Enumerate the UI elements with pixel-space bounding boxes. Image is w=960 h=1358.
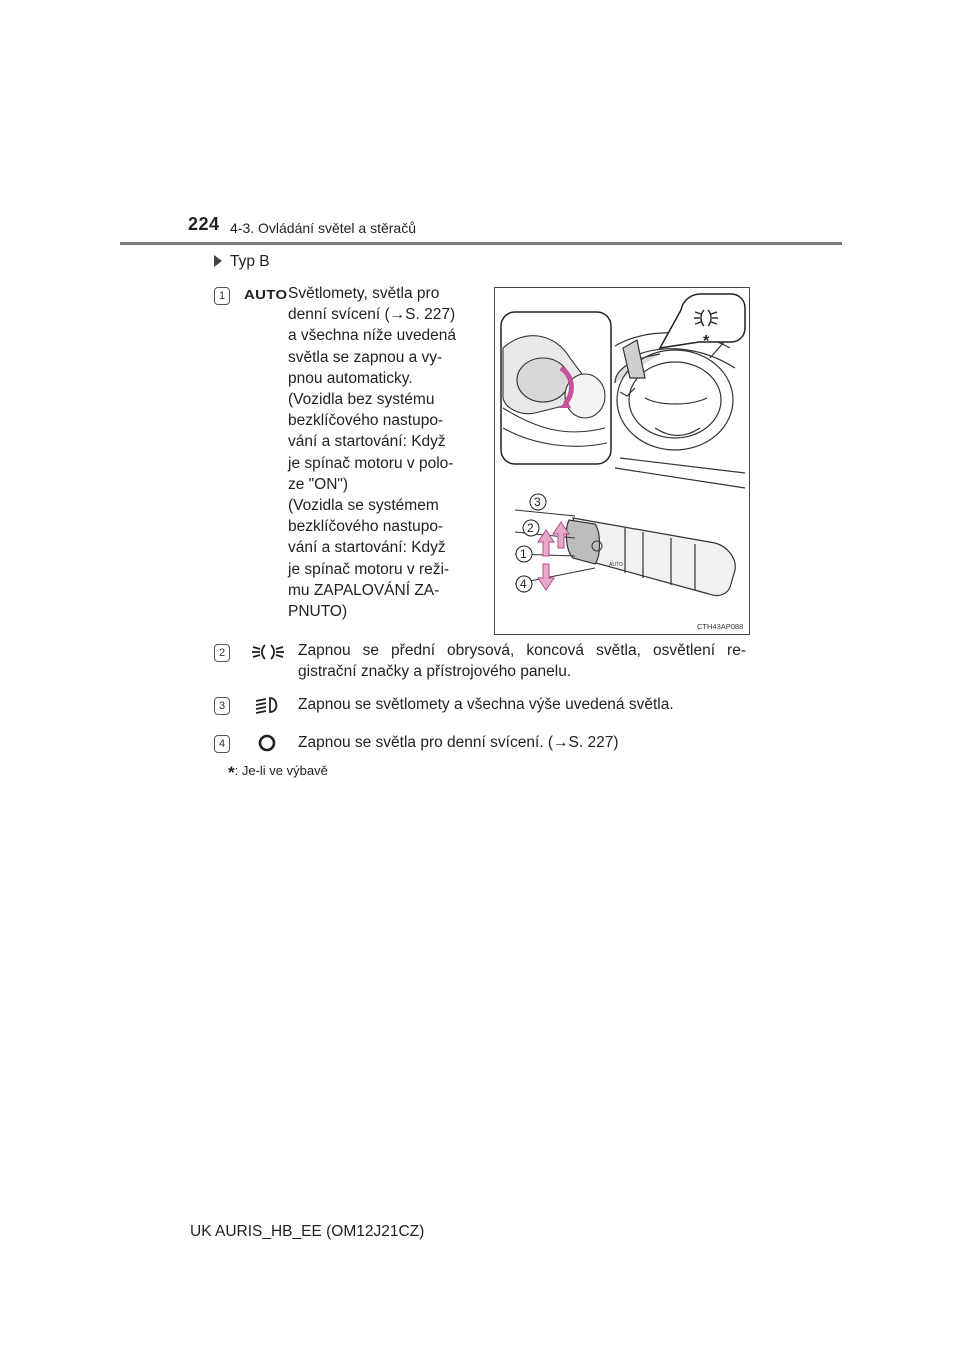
footnote — [228, 763, 328, 783]
item-1-line: je spínač motoru v polo- — [288, 454, 454, 472]
item-1-line: vání a startování: Když — [288, 539, 446, 557]
item-2-text — [298, 640, 746, 682]
callout-3: 3 — [534, 495, 541, 509]
asterisk-mark: * — [703, 333, 710, 350]
item-1-line: vání a startování: Když — [288, 433, 446, 451]
item-1-line: je spínač motoru v reži- — [288, 560, 450, 578]
item-1-line: mu ZAPALOVÁNÍ ZA- — [288, 581, 440, 599]
item-1-line: (Vozidla bez systému — [288, 391, 435, 409]
item-2-line: gistrační značky a přístrojového panelu. — [298, 663, 572, 681]
item-1-line: (Vozidla se systémem — [288, 497, 439, 515]
item-4-text: Zapnou se světla pro denní svícení. (→S. 227) — [298, 734, 619, 751]
headlight-icon — [254, 695, 282, 715]
item-1-line: denní svícení (→S. 227) — [288, 306, 456, 324]
callout-4: 4 — [520, 577, 527, 591]
side-marker-light-icon — [250, 642, 286, 662]
item-1-line: pnou automaticky. — [288, 369, 413, 387]
figure-code: CTH43AP088 — [697, 622, 744, 631]
item-1-line: a všechna níže uvedená — [288, 327, 457, 345]
document-footer: UK AURIS_HB_EE (OM12J21CZ) — [190, 1223, 425, 1240]
item-1-line: bezklíčového nastupo- — [288, 518, 444, 536]
footnote-asterisk: * — [228, 763, 235, 782]
item-1-text — [288, 283, 486, 622]
item-2-line: Zapnou se přední obrysová, koncová světla, osvětlení re- — [298, 642, 746, 659]
footnote-text: : Je-li ve výbavě — [234, 763, 328, 778]
type-label-text: Typ B — [230, 253, 270, 270]
item-3-text: Zapnou se světlomety a všechna výše uvedená světla. — [298, 696, 674, 713]
light-switch-drawing — [495, 288, 749, 634]
section-title: 4-3. Ovládání světel a stěračů — [230, 220, 416, 236]
item-number-4: 4 — [214, 735, 230, 753]
item-1-line: ze "ON") — [288, 475, 349, 493]
item-1-line: Světlomety, světla pro — [288, 285, 440, 302]
item-1-line: bezklíčového nastupo- — [288, 412, 444, 430]
switch-auto-label: AUTO — [609, 562, 623, 568]
item-1-line: PNUTO) — [288, 603, 348, 621]
item-1-line: světla se zapnou a vy- — [288, 348, 443, 366]
daytime-running-light-icon — [256, 733, 278, 753]
header-rule — [120, 242, 842, 245]
triangle-bullet-icon — [214, 255, 222, 267]
item-number-2: 2 — [214, 644, 230, 662]
item-number-3: 3 — [214, 697, 230, 715]
page-number: 224 — [188, 214, 220, 234]
auto-light-icon: AUTO — [244, 287, 288, 302]
type-label — [214, 253, 270, 271]
callout-1: 1 — [520, 547, 527, 561]
callout-2: 2 — [527, 521, 534, 535]
light-switch-illustration — [494, 287, 750, 635]
item-number-1: 1 — [214, 287, 230, 305]
